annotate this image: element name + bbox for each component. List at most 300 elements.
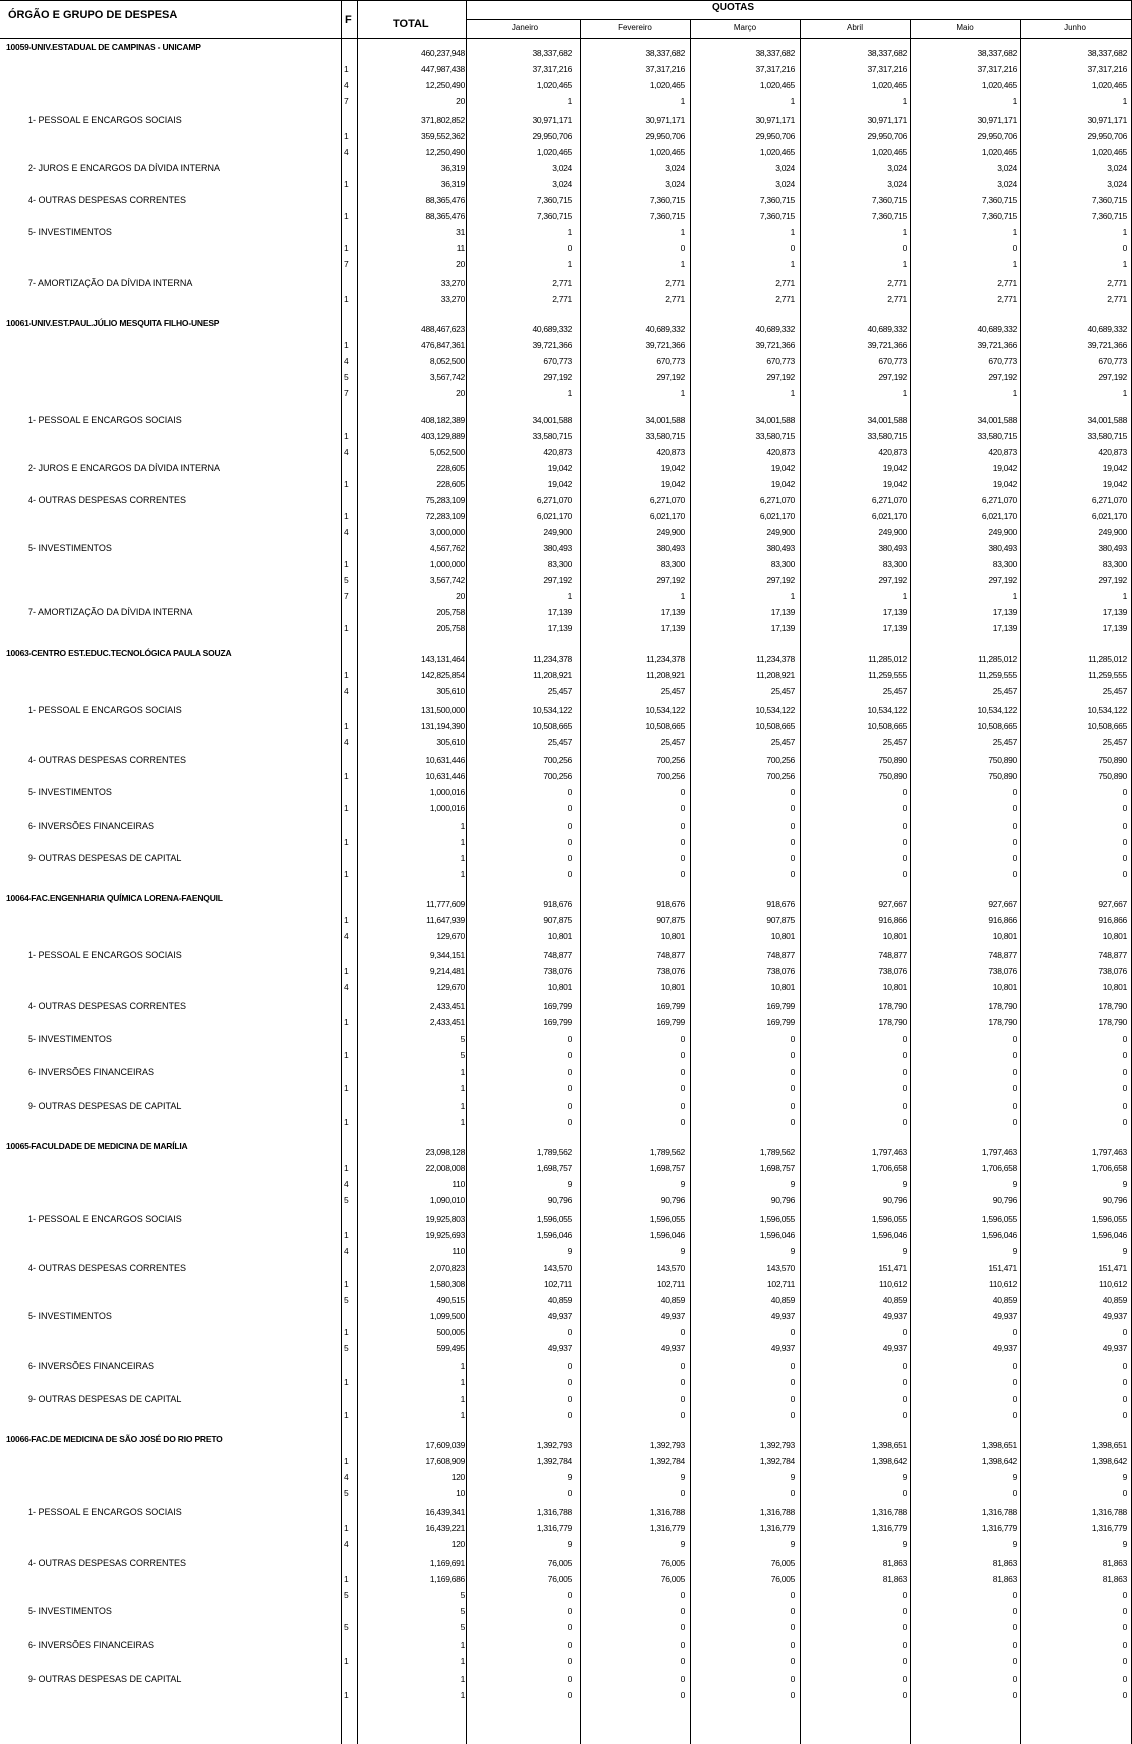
quota-value: 0: [1122, 1083, 1127, 1093]
quota-value: 0: [1122, 243, 1127, 253]
quota-value: 25,457: [992, 737, 1017, 747]
table-row: [0, 819, 1132, 834]
quota-value: 0: [680, 853, 685, 863]
quota-value: 25,457: [547, 737, 572, 747]
quota-value: 33,580,715: [755, 431, 795, 441]
quota-value: 0: [1012, 1410, 1017, 1420]
fonte-code: 1: [344, 294, 349, 304]
table-row: [0, 1638, 1132, 1653]
quota-value: 1,398,651: [871, 1440, 907, 1450]
total-value: 403,129,889: [421, 431, 465, 441]
quota-value: 25,457: [660, 686, 685, 696]
quota-value: 738,076: [878, 966, 907, 976]
quota-value: 40,859: [770, 1295, 795, 1305]
quota-value: 0: [680, 1674, 685, 1684]
quota-value: 0: [567, 853, 572, 863]
quota-value: 25,457: [770, 686, 795, 696]
quota-value: 9: [902, 1472, 907, 1482]
quota-value: 297,192: [878, 372, 907, 382]
total-value: 22,008,008: [425, 1163, 465, 1173]
quota-value: 750,890: [988, 771, 1017, 781]
quota-value: 10,801: [992, 982, 1017, 992]
quota-value: 1: [790, 96, 795, 106]
fonte-code: 1: [344, 1410, 349, 1420]
quota-value: 6,271,070: [536, 495, 572, 505]
quota-value: 37,317,216: [1087, 64, 1127, 74]
table-row: [0, 851, 1132, 866]
quota-value: 2,771: [665, 294, 685, 304]
quota-value: 1,596,055: [649, 1214, 685, 1224]
quota-value: 2,771: [552, 294, 572, 304]
quota-value: 10,801: [1102, 931, 1127, 941]
quota-value: 6,271,070: [871, 495, 907, 505]
fonte-code: 1: [344, 340, 349, 350]
quota-value: 19,042: [882, 479, 907, 489]
quota-value: 0: [1122, 1394, 1127, 1404]
quota-value: 76,005: [547, 1574, 572, 1584]
fonte-code: 1: [344, 837, 349, 847]
quota-value: 3,024: [775, 163, 795, 173]
quota-value: 33,580,715: [1087, 431, 1127, 441]
total-value: 142,825,854: [421, 670, 465, 680]
table-row: [0, 1392, 1132, 1407]
fonte-code: 4: [344, 982, 349, 992]
table-row: [0, 801, 1132, 816]
quota-value: 1: [1122, 259, 1127, 269]
quota-value: 297,192: [1098, 575, 1127, 585]
quota-value: 178,790: [1098, 1017, 1127, 1027]
quota-value: 143,570: [766, 1263, 795, 1273]
quota-value: 0: [790, 243, 795, 253]
quota-value: 7,360,715: [981, 195, 1017, 205]
total-value: 10,631,446: [425, 771, 465, 781]
quota-value: 33,580,715: [867, 431, 907, 441]
quota-value: 83,300: [770, 559, 795, 569]
quota-value: 2,771: [887, 294, 907, 304]
quota-value: 1,316,779: [1091, 1523, 1127, 1533]
quota-value: 10,508,665: [532, 721, 572, 731]
quota-value: 2,771: [997, 294, 1017, 304]
total-value: 16,439,221: [425, 1523, 465, 1533]
table-row: [0, 1375, 1132, 1390]
quota-value: 81,863: [992, 1574, 1017, 1584]
quota-value: 380,493: [1098, 543, 1127, 553]
table-row: [0, 703, 1132, 718]
quota-value: 2,771: [665, 278, 685, 288]
quota-value: 0: [902, 853, 907, 863]
quota-value: 748,877: [656, 950, 685, 960]
quota-value: 2,771: [887, 278, 907, 288]
quota-value: 0: [902, 1488, 907, 1498]
fonte-code: 1: [344, 803, 349, 813]
table-row: [0, 867, 1132, 882]
quota-value: 297,192: [656, 372, 685, 382]
quota-value: 9: [902, 1246, 907, 1256]
quota-value: 670,773: [656, 356, 685, 366]
total-value: 5: [460, 1606, 465, 1616]
total-value: 12,250,490: [425, 147, 465, 157]
total-value: 1: [460, 837, 465, 847]
fonte-code: 1: [344, 1050, 349, 1060]
quota-value: 151,471: [988, 1263, 1017, 1273]
quota-value: 102,711: [657, 1279, 685, 1289]
quota-value: 1,392,784: [759, 1456, 795, 1466]
quota-value: 380,493: [766, 543, 795, 553]
quota-value: 19,042: [547, 463, 572, 473]
quota-value: 0: [1122, 1327, 1127, 1337]
total-value: 143,131,464: [421, 654, 465, 664]
quota-value: 7,360,715: [649, 195, 685, 205]
quota-value: 1,797,463: [981, 1147, 1017, 1157]
quota-value: 1,392,793: [649, 1440, 685, 1450]
fonte-code: 5: [344, 1295, 349, 1305]
group-label: 9- OUTRAS DESPESAS DE CAPITAL: [28, 1394, 182, 1404]
table-row: [0, 1341, 1132, 1356]
header-total: TOTAL: [393, 18, 429, 30]
total-value: 1: [460, 821, 465, 831]
quota-value: 6,021,170: [1091, 511, 1127, 521]
quota-value: 9: [680, 1246, 685, 1256]
quota-value: 1,392,793: [759, 1440, 795, 1450]
quota-value: 90,796: [660, 1195, 685, 1205]
quota-value: 0: [1122, 1067, 1127, 1077]
quota-value: 748,877: [543, 950, 572, 960]
quota-value: 1,316,788: [1091, 1507, 1127, 1517]
group-label: 4- OUTRAS DESPESAS CORRENTES: [28, 1558, 187, 1568]
total-value: 476,847,361: [421, 340, 465, 350]
quota-value: 34,001,588: [977, 415, 1017, 425]
total-value: 5: [460, 1590, 465, 1600]
quota-value: 0: [902, 787, 907, 797]
fonte-code: 1: [344, 559, 349, 569]
quota-value: 297,192: [766, 575, 795, 585]
quota-value: 3,024: [1107, 163, 1127, 173]
total-value: 20: [456, 259, 465, 269]
quota-value: 17,139: [992, 623, 1017, 633]
quota-value: 0: [1012, 1034, 1017, 1044]
quota-value: 748,877: [988, 950, 1017, 960]
quota-value: 10,534,122: [977, 705, 1017, 715]
group-label: 4- OUTRAS DESPESAS CORRENTES: [28, 1263, 187, 1273]
fonte-code: 1: [344, 1377, 349, 1387]
quota-value: 29,950,706: [867, 131, 907, 141]
table-row: [0, 1359, 1132, 1374]
quota-value: 1,316,788: [536, 1507, 572, 1517]
quota-value: 0: [680, 1690, 685, 1700]
group-label: 5- INVESTIMENTOS: [28, 1606, 112, 1616]
quota-value: 6,271,070: [1091, 495, 1127, 505]
table-row: [0, 1521, 1132, 1536]
quota-value: 11,285,012: [978, 654, 1017, 664]
quota-value: 750,890: [1098, 755, 1127, 765]
quota-value: 1: [790, 388, 795, 398]
quota-value: 1,316,788: [759, 1507, 795, 1517]
quota-value: 738,076: [766, 966, 795, 976]
total-value: 500,005: [436, 1327, 465, 1337]
table-row: [0, 1048, 1132, 1063]
quota-value: 738,076: [656, 966, 685, 976]
table-row: [0, 964, 1132, 979]
table-row: [0, 413, 1132, 428]
quota-value: 0: [1122, 853, 1127, 863]
quota-value: 29,950,706: [977, 131, 1017, 141]
table-row: [0, 429, 1132, 444]
quota-value: 1,392,784: [649, 1456, 685, 1466]
quota-value: 49,937: [660, 1343, 685, 1353]
group-label: 9- OUTRAS DESPESAS DE CAPITAL: [28, 1101, 182, 1111]
group-label: 7- AMORTIZAÇÃO DA DÍVIDA INTERNA: [28, 607, 193, 617]
quota-value: 9: [680, 1539, 685, 1549]
quota-value: 0: [567, 821, 572, 831]
quota-value: 1,596,046: [1091, 1230, 1127, 1240]
fonte-code: 1: [344, 1574, 349, 1584]
quota-value: 1,596,046: [536, 1230, 572, 1240]
quota-value: 19,042: [660, 463, 685, 473]
quota-value: 1,020,465: [981, 80, 1017, 90]
quota-value: 738,076: [543, 966, 572, 976]
quota-value: 34,001,588: [645, 415, 685, 425]
quota-value: 1: [1122, 591, 1127, 601]
quota-value: 37,317,216: [645, 64, 685, 74]
quota-value: 1,316,779: [871, 1523, 907, 1533]
quota-value: 76,005: [660, 1574, 685, 1584]
quota-value: 30,971,171: [977, 115, 1017, 125]
quota-value: 0: [567, 1101, 572, 1111]
fonte-code: 1: [344, 623, 349, 633]
table-row: [0, 241, 1132, 256]
table-row: [0, 541, 1132, 556]
total-value: 2,433,451: [429, 1017, 465, 1027]
quota-value: 0: [1012, 821, 1017, 831]
table-row: [0, 78, 1132, 93]
total-value: 305,610: [436, 686, 465, 696]
quota-value: 0: [790, 1640, 795, 1650]
quota-value: 143,570: [656, 1263, 685, 1273]
table-row: [0, 1620, 1132, 1635]
quota-value: 0: [567, 1590, 572, 1600]
quota-value: 249,900: [766, 527, 795, 537]
table-row: [0, 1032, 1132, 1047]
fonte-code: 1: [344, 869, 349, 879]
total-value: 10: [456, 1488, 465, 1498]
quota-value: 1: [567, 227, 572, 237]
quota-value: 0: [567, 1640, 572, 1650]
quota-value: 738,076: [988, 966, 1017, 976]
quota-value: 3,024: [552, 163, 572, 173]
quota-value: 0: [1012, 837, 1017, 847]
fonte-code: 4: [344, 686, 349, 696]
quota-value: 30,971,171: [1087, 115, 1127, 125]
quota-value: 0: [680, 1361, 685, 1371]
quota-value: 49,937: [770, 1343, 795, 1353]
quota-value: 19,042: [882, 463, 907, 473]
table-row: [0, 1454, 1132, 1469]
quota-value: 30,971,171: [645, 115, 685, 125]
quota-value: 0: [902, 1640, 907, 1650]
quota-value: 1: [1012, 259, 1017, 269]
quota-value: 1,020,465: [649, 147, 685, 157]
quota-value: 169,799: [766, 1001, 795, 1011]
quota-value: 25,457: [882, 737, 907, 747]
fonte-code: 1: [344, 721, 349, 731]
quota-value: 0: [567, 243, 572, 253]
quota-value: 1,392,784: [536, 1456, 572, 1466]
quota-value: 1: [1012, 591, 1017, 601]
quota-value: 249,900: [988, 527, 1017, 537]
header-top-rule: [0, 0, 1132, 1]
quota-value: 81,863: [992, 1558, 1017, 1568]
quota-value: 11,208,921: [533, 670, 572, 680]
header-month-may: Maio: [956, 23, 974, 32]
quota-value: 700,256: [766, 755, 795, 765]
quota-value: 0: [902, 803, 907, 813]
quota-value: 10,534,122: [532, 705, 572, 715]
quota-value: 0: [680, 869, 685, 879]
group-label: 2- JUROS E ENCARGOS DA DÍVIDA INTERNA: [28, 163, 221, 173]
quota-value: 0: [680, 803, 685, 813]
quota-value: 9: [567, 1179, 572, 1189]
quota-value: 151,471: [878, 1263, 907, 1273]
quota-value: 0: [680, 1083, 685, 1093]
table-row: [0, 193, 1132, 208]
table-row: [0, 1277, 1132, 1292]
quota-value: 1: [680, 591, 685, 601]
group-label: 6- INVERSÕES FINANCEIRAS: [28, 1361, 155, 1371]
total-value: 1: [460, 1690, 465, 1700]
quota-value: 0: [680, 1067, 685, 1077]
quota-value: 3,024: [775, 179, 795, 189]
quota-value: 39,721,366: [977, 340, 1017, 350]
quota-value: 0: [902, 1327, 907, 1337]
quota-value: 30,971,171: [532, 115, 572, 125]
quota-value: 1,797,463: [871, 1147, 907, 1157]
total-value: 20: [456, 96, 465, 106]
quota-value: 0: [790, 803, 795, 813]
total-value: 408,182,389: [421, 415, 465, 425]
quota-value: 90,796: [992, 1195, 1017, 1205]
quota-value: 81,863: [882, 1574, 907, 1584]
quota-value: 0: [680, 1034, 685, 1044]
quota-value: 83,300: [660, 559, 685, 569]
fonte-code: 1: [344, 511, 349, 521]
table-row: [0, 1537, 1132, 1552]
header-bottom-rule: [0, 38, 1132, 39]
quota-value: 102,711: [767, 1279, 795, 1289]
quota-value: 6,271,070: [759, 495, 795, 505]
quota-value: 10,801: [992, 931, 1017, 941]
quota-value: 83,300: [1102, 559, 1127, 569]
quota-value: 1,316,779: [649, 1523, 685, 1533]
quota-value: 83,300: [992, 559, 1017, 569]
quota-value: 0: [680, 1622, 685, 1632]
quota-value: 40,859: [992, 1295, 1017, 1305]
fonte-code: 5: [344, 1343, 349, 1353]
header-orgao-grupo: ÓRGÃO E GRUPO DE DESPESA: [8, 9, 178, 21]
table-row: [0, 999, 1132, 1014]
quota-value: 110,612: [879, 1279, 907, 1289]
quota-value: 0: [567, 1361, 572, 1371]
quota-value: 37,317,216: [532, 64, 572, 74]
quota-value: 9: [902, 1539, 907, 1549]
quota-value: 7,360,715: [1091, 211, 1127, 221]
total-value: 72,283,109: [425, 511, 465, 521]
quota-value: 0: [1122, 1590, 1127, 1600]
quota-value: 0: [680, 1050, 685, 1060]
quota-value: 1,596,055: [981, 1214, 1017, 1224]
quota-value: 40,689,332: [1087, 324, 1127, 334]
total-value: 9,214,481: [429, 966, 465, 976]
quota-value: 1,020,465: [536, 80, 572, 90]
quota-value: 38,337,682: [867, 48, 907, 58]
fonte-code: 1: [344, 1163, 349, 1173]
fonte-code: 1: [344, 1279, 349, 1289]
fonte-code: 5: [344, 372, 349, 382]
fonte-code: 1: [344, 243, 349, 253]
quota-value: 7,360,715: [536, 211, 572, 221]
quota-value: 10,534,122: [645, 705, 685, 715]
group-label: 1- PESSOAL E ENCARGOS SOCIAIS: [28, 705, 182, 715]
quota-value: 0: [902, 1394, 907, 1404]
quota-value: 0: [1122, 1690, 1127, 1700]
table-row: [0, 980, 1132, 995]
quota-value: 33,580,715: [977, 431, 1017, 441]
table-row: [0, 1081, 1132, 1096]
org-label: 10065-FACULDADE DE MEDICINA DE MARÍLIA: [6, 1141, 188, 1151]
total-value: 131,194,390: [421, 721, 465, 731]
total-value: 5: [460, 1622, 465, 1632]
total-value: 131,500,000: [421, 705, 465, 715]
total-value: 33,270: [440, 294, 465, 304]
quota-value: 49,937: [882, 1311, 907, 1321]
total-value: 371,802,852: [421, 115, 465, 125]
quota-value: 3,024: [887, 179, 907, 189]
fonte-code: 1: [344, 1083, 349, 1093]
quota-value: 1: [1012, 388, 1017, 398]
quota-value: 10,801: [882, 982, 907, 992]
total-value: 3,567,742: [429, 575, 465, 585]
quota-value: 49,937: [660, 1311, 685, 1321]
quota-value: 40,859: [1102, 1295, 1127, 1305]
table-row: [0, 1486, 1132, 1501]
total-value: 88,365,476: [425, 211, 465, 221]
quota-value: 0: [902, 1050, 907, 1060]
quota-value: 0: [790, 1067, 795, 1077]
quota-value: 1: [1122, 96, 1127, 106]
quota-value: 19,042: [660, 479, 685, 489]
quota-value: 10,801: [660, 931, 685, 941]
quota-value: 110,612: [989, 1279, 1017, 1289]
fonte-code: 1: [344, 1017, 349, 1027]
quota-value: 0: [1122, 837, 1127, 847]
quota-value: 49,937: [992, 1343, 1017, 1353]
quota-value: 11,234,378: [533, 654, 572, 664]
total-value: 228,605: [436, 463, 465, 473]
quota-value: 0: [1012, 1674, 1017, 1684]
quota-value: 9: [1122, 1539, 1127, 1549]
quota-value: 0: [790, 1622, 795, 1632]
quota-value: 39,721,366: [532, 340, 572, 350]
quota-value: 918,676: [543, 899, 572, 909]
quota-value: 0: [902, 1067, 907, 1077]
quota-value: 927,667: [878, 899, 907, 909]
quota-value: 38,337,682: [532, 48, 572, 58]
quota-value: 38,337,682: [1087, 48, 1127, 58]
quota-value: 110,612: [1099, 1279, 1127, 1289]
quota-value: 17,139: [882, 623, 907, 633]
quota-value: 11,234,378: [646, 654, 685, 664]
quota-value: 7,360,715: [759, 195, 795, 205]
table-row: [0, 1228, 1132, 1243]
